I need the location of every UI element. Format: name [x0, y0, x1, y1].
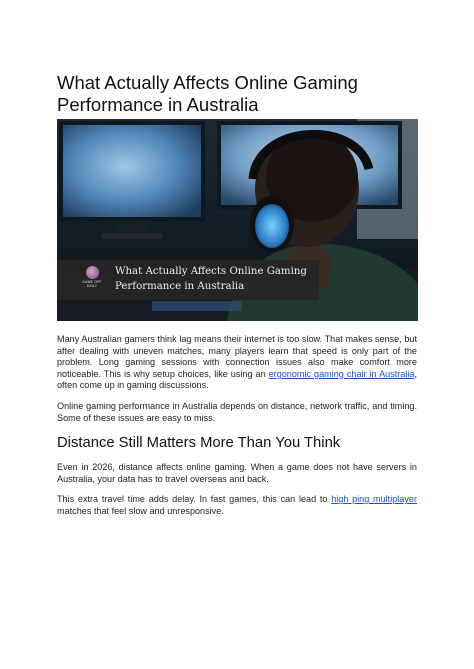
section-heading: Distance Still Matters More Than You Think	[57, 435, 341, 451]
hero-caption: What Actually Affects Online Gaming Performance in Australia	[115, 266, 307, 292]
paragraph-intro-text-start: Many Australian gamers think lag means their internet is too slow. That makes sense, but after dealing with uneven matches, many players learn that speed is only part of the problem. Long gaming sessions with connection issues also make comfort more noticeable. This is why setup choices, like using an	[57, 334, 417, 379]
paragraph-delay	[57, 494, 417, 517]
brand-logo-text: GAME OFF DAILY	[82, 280, 102, 288]
paragraph-distance: Even in 2026, distance affects online gaming. When a game does not have servers in Australia, your data has to travel overseas and back.	[57, 462, 417, 484]
article-title: What Actually Affects Online Gaming Performance in Australia	[57, 72, 358, 115]
paragraph-delay-text-end: matches that feel slow and unresponsive.	[57, 505, 224, 516]
high-ping-link[interactable]: high ping multiplayer	[331, 494, 417, 504]
ergonomic-chair-link[interactable]: ergonomic gaming chair in Australia	[268, 368, 415, 379]
paragraph-intro	[57, 334, 417, 392]
brand-logo	[79, 266, 105, 294]
hero-image	[57, 119, 418, 321]
paragraph-delay-text-start: This extra travel time adds delay. In fast games, this can lead to	[57, 494, 332, 504]
paragraph-performance: Online gaming performance in Australia depends on distance, network traffic, and timing. Some of these issues are easy to miss.	[57, 401, 417, 423]
brand-logo-icon	[86, 266, 99, 279]
paragraph-intro-text-end: , often come up in gaming discussions.	[57, 368, 417, 391]
